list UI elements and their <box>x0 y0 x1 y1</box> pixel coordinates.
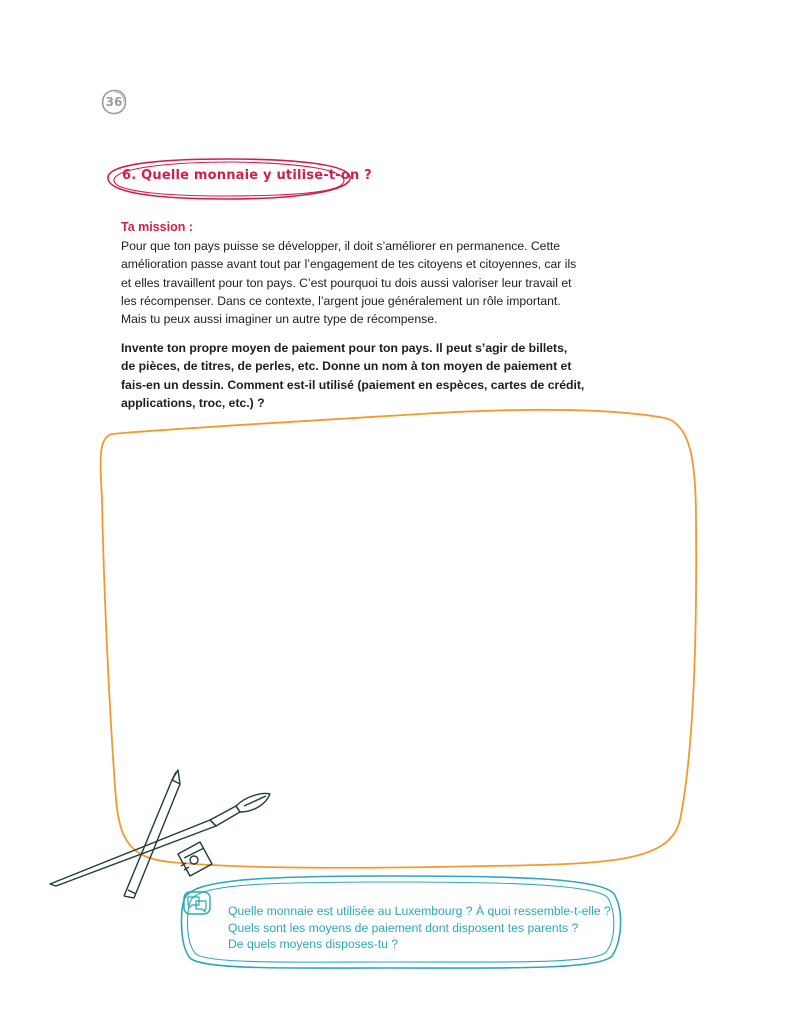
mission-line: amélioration passe avant tout par l’engagement de tes citoyens et citoyennes, car ils <box>121 257 577 272</box>
discussion-line: Quelle monnaie est utilisée au Luxembourg ? À quoi ressemble-t-elle ? <box>228 904 611 918</box>
task-line: Invente ton propre moyen de paiement pour ton pays. Il peut s’agir de billets, <box>121 341 568 355</box>
mission-line: et elles travaillent pour ton pays. C’est pourquoi tu dois aussi valoriser leur travail et <box>121 275 572 290</box>
task-line: de pièces, de titres, de perles, etc. Donne un nom à ton moyen de paiement et <box>121 359 572 374</box>
discussion-line: De quels moyens disposes-tu ? <box>228 937 399 951</box>
speech-bubbles-icon <box>180 888 214 920</box>
task-line: fais-en un dessin. Comment est-il utilisé (paiement en espèces, cartes de crédit, <box>121 377 585 392</box>
section-title: 6. Quelle monnaie y utilise-t-on ? <box>122 168 372 183</box>
page-number: 36 <box>105 95 123 109</box>
task-line: applications, troc, etc.) ? <box>121 395 265 410</box>
discussion-line: Quels sont les moyens de paiement dont disposent tes parents ? <box>228 920 579 935</box>
mission-line: Pour que ton pays puisse se développer, il doit s’améliorer en permanence. Cette <box>121 239 561 253</box>
mission-line: les récompenser. Dans ce contexte, l’argent joue généralement un rôle important. <box>121 293 561 308</box>
mission-paragraph <box>121 237 591 328</box>
mission-label: Ta mission : <box>121 220 194 234</box>
discussion-questions <box>228 903 611 953</box>
mission-line: Mais tu peux aussi imaginer un autre type de récompense. <box>121 312 438 327</box>
